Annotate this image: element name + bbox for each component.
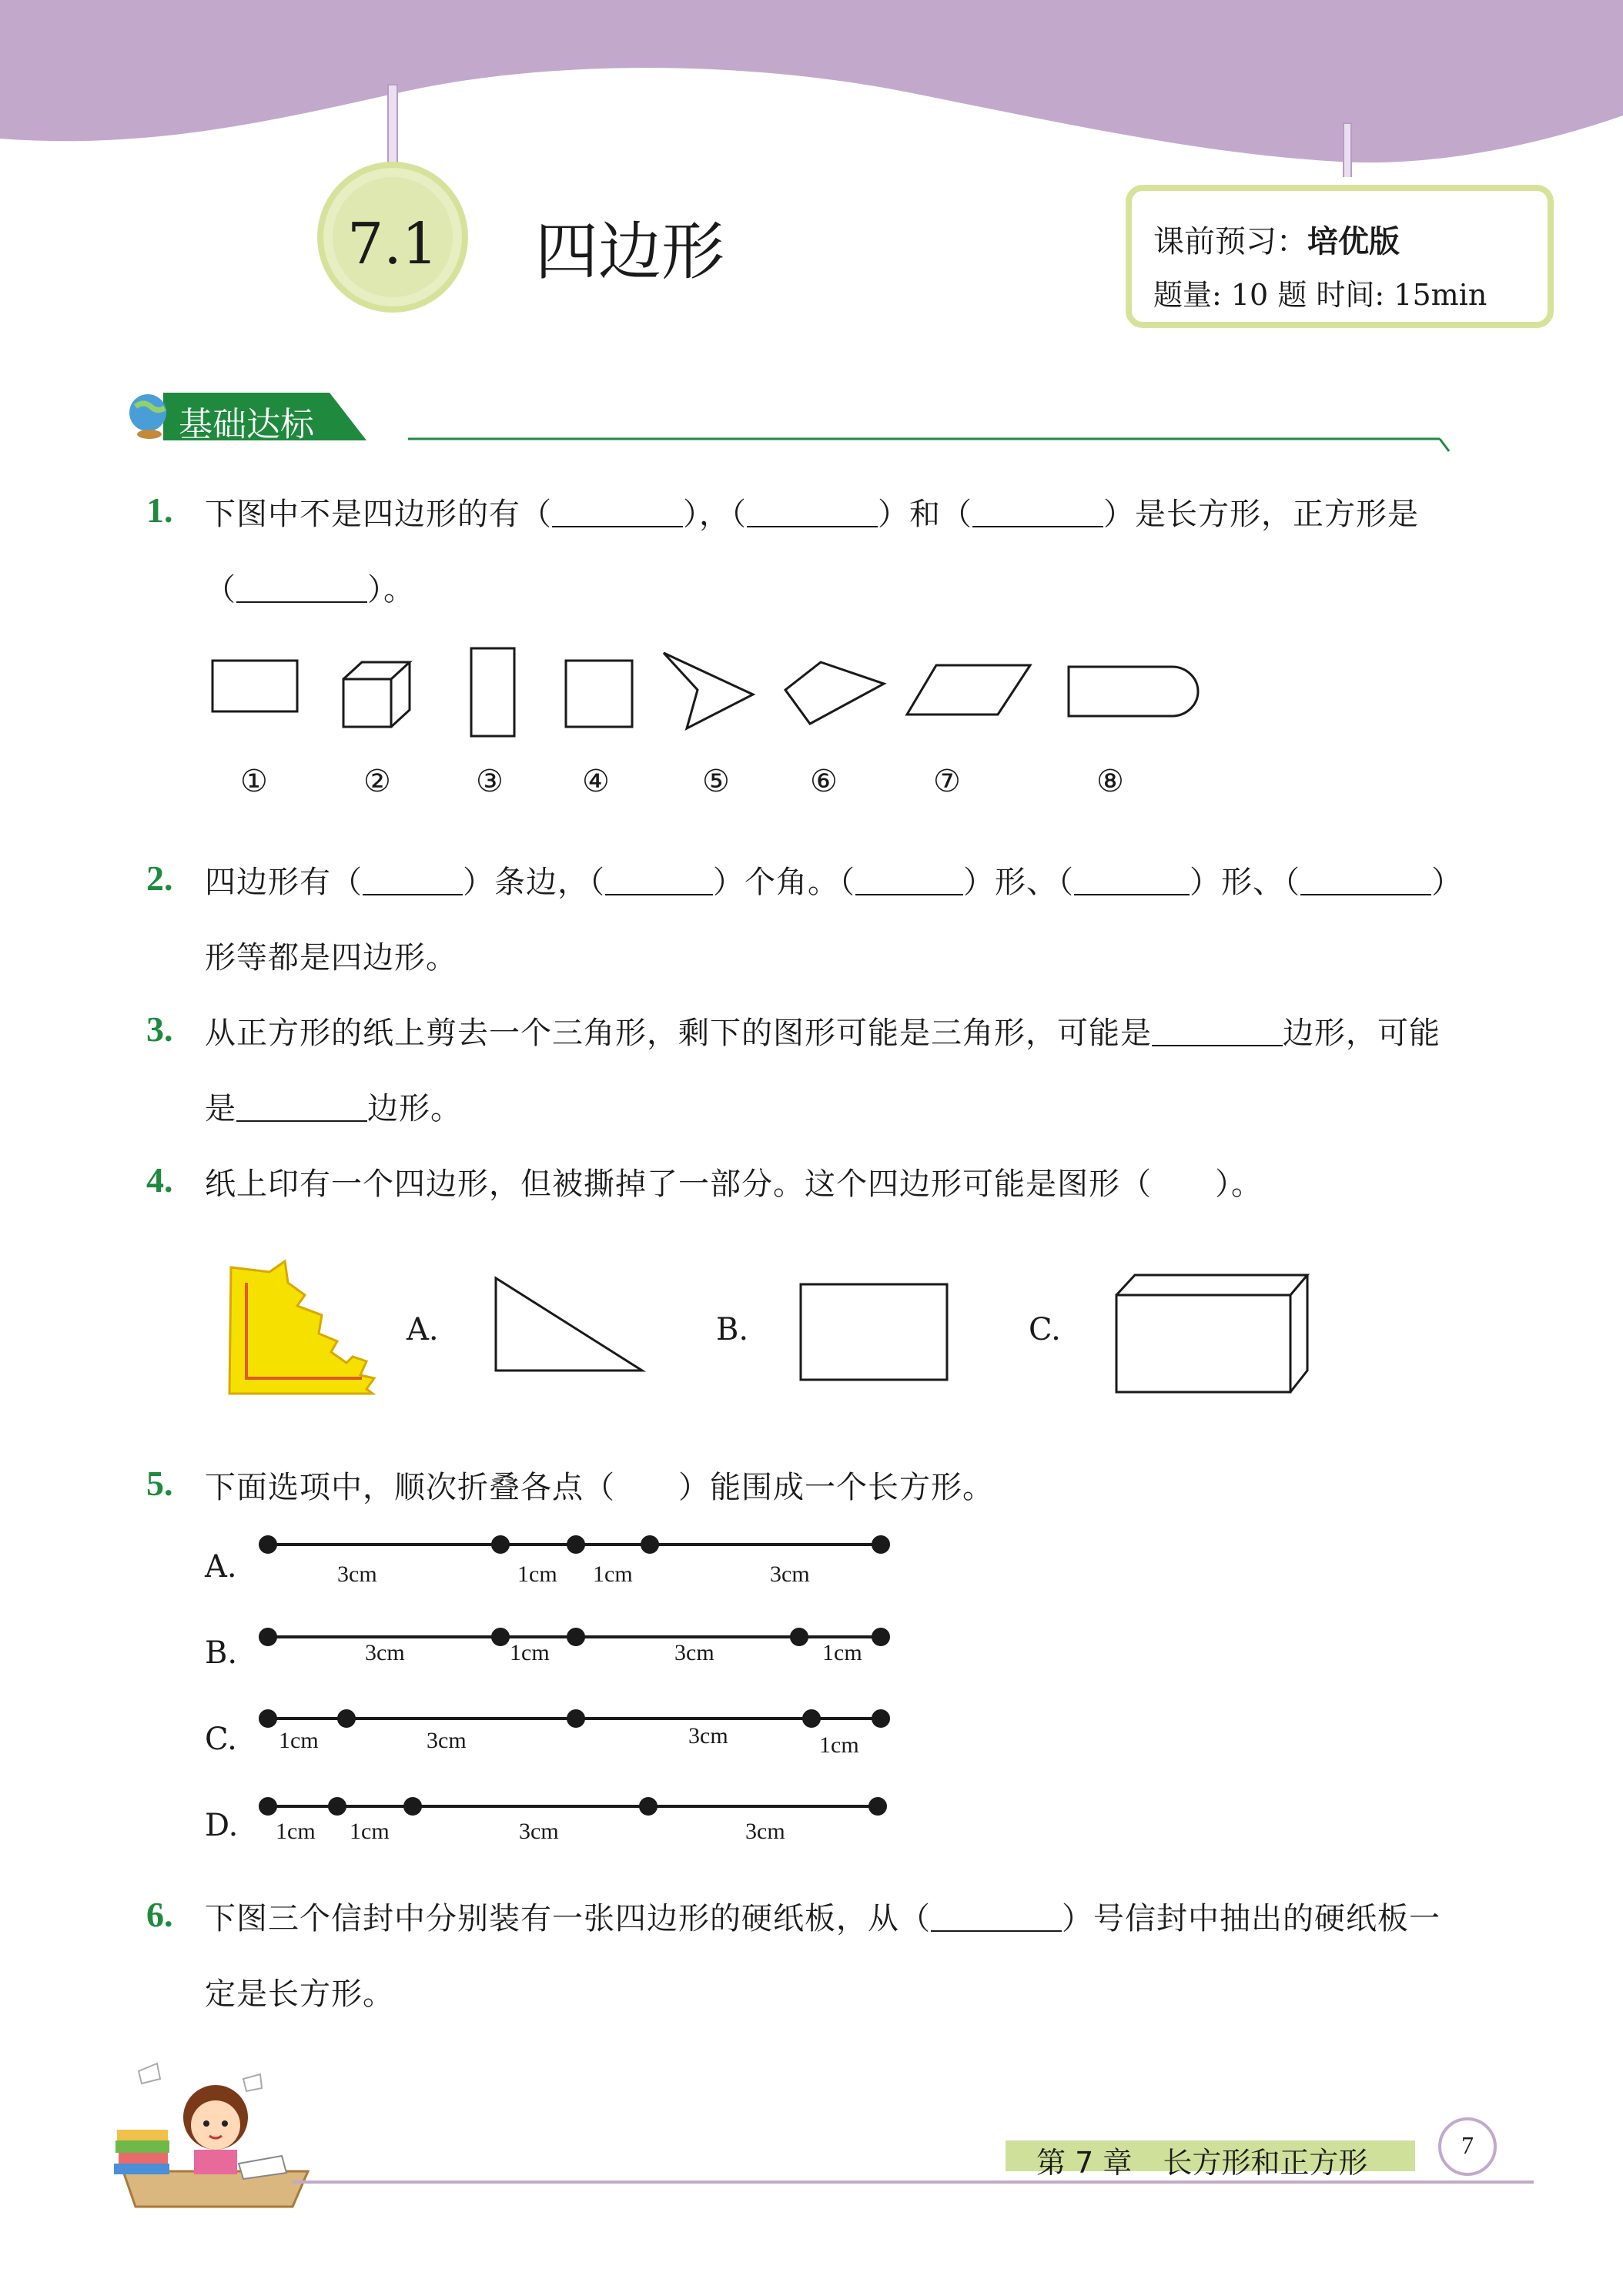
segment-label: 3cm bbox=[674, 1640, 714, 1665]
segment-label: 3cm bbox=[770, 1561, 810, 1587]
footer-chapter-title: 长方形和正方形 bbox=[1163, 2146, 1368, 2180]
shape-5-label: ⑤ bbox=[702, 764, 730, 799]
question-3-number: 3. bbox=[146, 1009, 173, 1049]
segment-label: 1cm bbox=[822, 1640, 862, 1665]
section-banner-label: 基础达标 bbox=[179, 405, 314, 444]
shape-4-square bbox=[566, 661, 632, 727]
shape-2-cube bbox=[343, 662, 410, 727]
footer-chapter bbox=[1036, 2139, 1367, 2181]
segment-label: 3cm bbox=[365, 1640, 405, 1665]
segment-label: 1cm bbox=[819, 1732, 859, 1758]
torn-paper-illustration bbox=[229, 1261, 374, 1394]
question-3-line1: 从正方形的纸上剪去一个三角形，剩下的图形可能是三角形，可能是 边形，可能 bbox=[205, 1016, 1441, 1051]
question-6-line1: 下图三个信封中分别装有一张四边形的硬纸板，从（ ）号信封中抽出的硬纸板一 bbox=[205, 1901, 1441, 1936]
shape-8-label: ⑧ bbox=[1096, 764, 1124, 799]
question-6-number: 6. bbox=[146, 1895, 173, 1934]
segment-label: 3cm bbox=[337, 1561, 377, 1587]
question-2-line2: 形等都是四边形。 bbox=[205, 940, 457, 976]
question-1-line2: （ ）。 bbox=[205, 572, 415, 607]
option-c-line bbox=[260, 1711, 888, 1726]
page-number: 7 bbox=[1461, 2131, 1474, 2159]
option-a-label: A. bbox=[205, 1549, 237, 1585]
shape-4-label: ④ bbox=[582, 764, 610, 799]
option-c-label: C. bbox=[1029, 1312, 1061, 1347]
question-5-text: 下面选项中，顺次折叠各点（ ）能围成一个长方形。 bbox=[205, 1470, 994, 1505]
info-meta: 题量: 10 题 时间: 15min bbox=[1153, 278, 1487, 312]
option-d-label: D. bbox=[205, 1808, 239, 1843]
question-1-shapes bbox=[200, 639, 1216, 755]
option-a-line bbox=[260, 1537, 888, 1552]
shape-2-label: ② bbox=[363, 764, 391, 799]
shape-7-label: ⑦ bbox=[933, 764, 961, 799]
question-5-number: 5. bbox=[146, 1464, 173, 1503]
question-2-number: 2. bbox=[146, 858, 173, 898]
question-1-line1: 下图中不是四边形的有（ ），（ ）和（ ）是长方形，正方形是 bbox=[205, 497, 1419, 532]
shape-3-tall-rectangle bbox=[471, 648, 514, 736]
segment-label: 1cm bbox=[510, 1640, 550, 1665]
shape-3-label: ③ bbox=[476, 764, 504, 799]
question-4-number: 4. bbox=[146, 1160, 173, 1200]
shape-6-kite bbox=[785, 662, 884, 724]
page-number-circle bbox=[1438, 2117, 1497, 2176]
option-d-line bbox=[260, 1799, 885, 1814]
shape-6-label: ⑥ bbox=[810, 764, 838, 799]
segment-label: 3cm bbox=[688, 1723, 728, 1749]
option-a-triangle bbox=[496, 1278, 642, 1371]
option-b-label: B. bbox=[205, 1635, 238, 1671]
segment-label: 1cm bbox=[593, 1561, 633, 1587]
question-1-number: 1. bbox=[146, 490, 173, 530]
option-b-line bbox=[260, 1629, 888, 1645]
question-3-line2: 是 边形。 bbox=[205, 1091, 462, 1126]
shape-8-rounded-end bbox=[1069, 667, 1198, 716]
segment-label: 3cm bbox=[427, 1728, 467, 1753]
segment-label: 1cm bbox=[517, 1561, 557, 1587]
section-number: 7.1 bbox=[347, 211, 438, 277]
segment-label: 3cm bbox=[745, 1819, 785, 1844]
option-b-rectangle bbox=[801, 1284, 947, 1380]
student-illustration bbox=[108, 2048, 323, 2217]
header-wave bbox=[0, 0, 1623, 177]
option-a-label: A. bbox=[407, 1312, 439, 1347]
section-badge bbox=[317, 162, 468, 313]
option-c-label: C. bbox=[205, 1722, 237, 1757]
option-c-cuboid bbox=[1116, 1275, 1307, 1392]
info-version: 培优版 bbox=[1307, 224, 1400, 259]
info-box bbox=[1126, 185, 1554, 328]
page-title: 四边形 bbox=[535, 216, 725, 289]
segment-label: 1cm bbox=[276, 1819, 316, 1844]
info-label: 课前预习： bbox=[1153, 224, 1307, 259]
segment-label: 1cm bbox=[350, 1819, 390, 1844]
question-2-line1: 四边形有（ ）条边，（ ）个角。（ ）形、（ ）形、（ ） bbox=[205, 865, 1463, 900]
section-banner bbox=[123, 385, 1455, 462]
question-4-text: 纸上印有一个四边形，但被撕掉了一部分。这个四边形可能是图形（ ）。 bbox=[205, 1166, 1263, 1202]
shape-1-label: ① bbox=[240, 764, 268, 799]
shape-1-rectangle bbox=[212, 661, 297, 711]
shape-7-parallelogram bbox=[907, 665, 1030, 715]
segment-label: 3cm bbox=[519, 1819, 559, 1844]
question-6-line2: 定是长方形。 bbox=[205, 1976, 394, 2012]
globe-icon bbox=[123, 385, 177, 447]
option-b-label: B. bbox=[716, 1312, 749, 1347]
shape-5-arrowhead bbox=[664, 653, 753, 728]
segment-label: 1cm bbox=[279, 1728, 319, 1753]
question-4-figures bbox=[223, 1255, 1332, 1409]
footer-chapter-number: 第 7 章 bbox=[1036, 2146, 1133, 2180]
